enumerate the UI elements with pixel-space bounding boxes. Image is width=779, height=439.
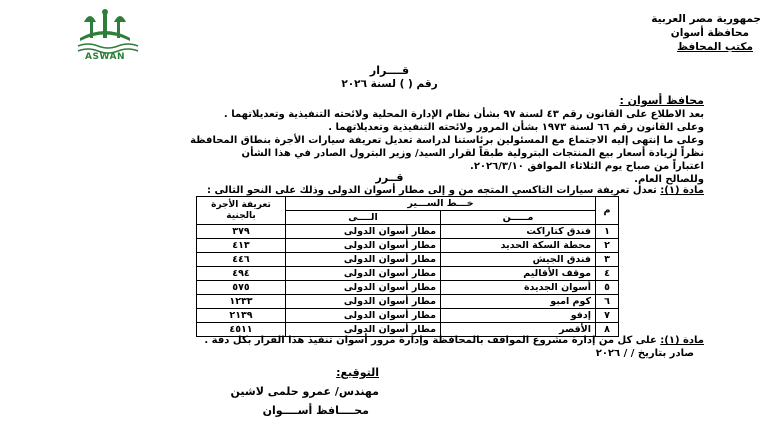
cell-to: مطار أسوان الدولى [286,295,441,309]
table-row [197,225,619,239]
fare-table [196,196,619,337]
cell-fare: ٥٧٥ [197,281,286,295]
cell-fare: ٤٥١١ [197,323,286,337]
cell-fare: ١٢٣٣ [197,295,286,309]
table-row [197,281,619,295]
preamble-line: وعلى القانون رقم ٦٦ لسنة ١٩٧٣ بشأن المرور ولائحته التنفيذية وتعديلاتهما . [328,122,704,133]
col-header-num: م [596,197,619,225]
cell-from: فندق كتاراكت [441,225,596,239]
cell-from: محطة السكة الحديد [441,239,596,253]
cell-num: ٦ [596,295,619,309]
cell-to: مطار أسوان الدولى [286,309,441,323]
governor-heading: محافظ أسوان : [619,94,704,107]
table-row [197,295,619,309]
article-1-text: تعدل تعريفة سيارات التاكسي المتجه من و إلى مطار أسوان الدولى وذلك على النحو التالى : [207,185,657,196]
cell-fare: ٣٧٩ [197,225,286,239]
cell-fare: ٤١٣ [197,239,286,253]
article-1-label: مادة (١): [660,185,704,196]
cell-to: مطار أسوان الدولى [286,323,441,337]
cell-num: ٣ [596,253,619,267]
signature-label: التوقيع: [336,366,379,379]
article-2-text: على كل من إدارة مشروع المواقف بالمحافظة وإدارة مرور أسوان تنفيذ هذا القرار بكل دقة . [204,335,657,346]
header-governorate: محافظة أسوان [670,27,749,39]
resolves-heading: قــرر [375,171,404,184]
decree-number: رقم ( ) لسنة ٢٠٢٦ [341,78,438,90]
signatory-title: محــــافظ أســــوان [262,404,369,417]
cell-to: مطار أسوان الدولى [286,253,441,267]
cell-from: أسوان الجديدة [441,281,596,295]
col-header-fare: تعريفة الأجرة بالجنية [197,197,286,225]
logo-text: ASWAN [85,52,125,62]
cell-from: موقف الأقاليم [441,267,596,281]
signatory-name: مهندس/ عمرو حلمى لاشين [230,385,379,398]
cell-num: ١ [596,225,619,239]
cell-to: مطار أسوان الدولى [286,267,441,281]
header-country: جمهورية مصر العربية [651,13,761,25]
table-row [197,253,619,267]
cell-num: ٨ [596,323,619,337]
table-row [197,239,619,253]
cell-from: الأقصر [441,323,596,337]
table-row [197,309,619,323]
cell-fare: ٤٤٦ [197,253,286,267]
cell-num: ٥ [596,281,619,295]
cell-num: ٢ [596,239,619,253]
preamble-line: وعلى ما إنتهى إليه الاجتماع مع المسئولين برئاستنا لدراسة تعديل تعريفة سيارات الأجرة بنطاق المحافظة [190,135,704,146]
cell-fare: ٤٩٤ [197,267,286,281]
cell-from: إدفو [441,309,596,323]
cell-to: مطار أسوان الدولى [286,239,441,253]
cell-fare: ٢١٣٩ [197,309,286,323]
cell-from: كوم امبو [441,295,596,309]
col-header-route: خـــط الســـير [286,197,596,211]
preamble-line: بعد الاطلاع على القانون رقم ٤٣ لسنة ٩٧ بشأن نظام الإدارة المحلية ولائحته التنفيذية وتعديلاتهما . [223,109,704,120]
article-2-label: مادة (١): [660,335,704,346]
cell-num: ٧ [596,309,619,323]
decree-title: قــــرار [369,64,410,77]
preamble-line: وللصالح العام. [634,174,704,185]
table-row [197,267,619,281]
article-2 [204,334,704,347]
issued-date: صادر بتاريخ / / ٢٠٢٦ [595,348,694,359]
cell-to: مطار أسوان الدولى [286,281,441,295]
col-header-from: مـــــن [441,211,596,225]
preamble-line: اعتباراً من صباح يوم الثلاثاء الموافق ٢٠٢٦/٣/١٠. [470,161,704,172]
cell-from: فندق الجيش [441,253,596,267]
preamble-line: نظراً لزيادة أسعار بيع المنتجات البترولية طبقاً لقرار السيد/ وزير البترول الصادر في هذا الشأن [241,148,704,159]
cell-to: مطار أسوان الدولى [286,225,441,239]
col-header-to: الــــى [286,211,441,225]
cell-num: ٤ [596,267,619,281]
header-office: مكتب المحافظ [677,41,753,53]
